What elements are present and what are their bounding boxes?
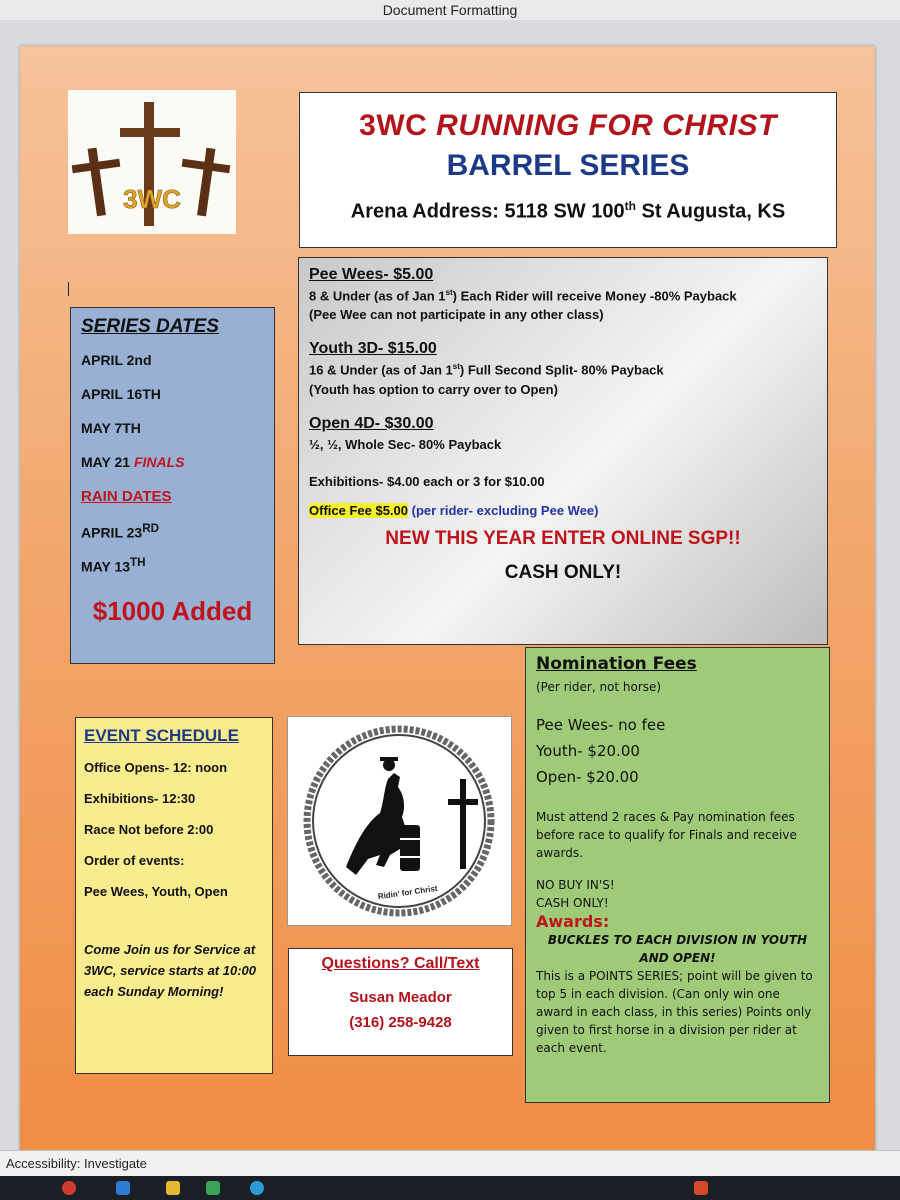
date-item: MAY 7TH: [81, 420, 141, 436]
app-icon[interactable]: [116, 1181, 130, 1195]
peewee-line-2: (Pee Wee can not participate in any other class): [309, 307, 604, 323]
title-banner: [299, 92, 837, 248]
youth-text: ) Full Second Split- 80% Payback: [459, 362, 664, 378]
service-invite: Come Join us for Service at 3WC, service starts at 10:00 each Sunday Morning!: [84, 942, 256, 999]
rain-date-text: APRIL 23: [81, 524, 143, 541]
status-bar: [0, 1150, 900, 1176]
finals-date: [81, 454, 264, 488]
awards-heading: Awards:: [536, 912, 610, 931]
peewee-sup: st: [445, 288, 453, 297]
date-item: APRIL 16TH: [81, 386, 161, 402]
barrel-racer-image: [287, 716, 512, 926]
series-dates-heading: SERIES DATES: [81, 316, 219, 337]
peewee-text: ) Each Rider will receive Money -80% Payback: [452, 288, 737, 304]
nomination-note: Must attend 2 races & Pay nomination fees before race to qualify for Finals and receive awards.: [536, 810, 797, 860]
rain-date-text: MAY 13: [81, 558, 131, 575]
nomination-fee: Pee Wees- no fee: [536, 716, 666, 734]
window-title: Document Formatting: [0, 0, 900, 20]
three-crosses-logo: [68, 90, 236, 234]
accessibility-status[interactable]: Accessibility: Investigate: [6, 1156, 147, 1171]
no-buy-ins: NO BUY IN'S!: [536, 878, 615, 892]
address-sup: th: [624, 199, 636, 213]
schedule-item: Exhibitions- 12:30: [84, 791, 196, 806]
cash-only: CASH ONLY!: [504, 561, 622, 583]
office-fee-note: (per rider- excluding Pee Wee): [408, 502, 599, 518]
youth-line-1: [309, 362, 817, 377]
date-item: APRIL 2nd: [81, 352, 152, 368]
logo-text: 3WC: [123, 184, 181, 214]
schedule-item: Pee Wees, Youth, Open: [84, 884, 228, 899]
rain-date-sup: TH: [130, 556, 146, 569]
racer-caption: Ridin' for Christ: [377, 883, 439, 902]
flyer-page[interactable]: [20, 46, 875, 1156]
peewee-heading: Pee Wees- $5.00: [309, 266, 434, 283]
document-workspace[interactable]: [0, 20, 900, 1150]
open-heading: Open 4D- $30.00: [309, 414, 434, 432]
crosses-icon: [68, 90, 236, 234]
class-prices-box: [298, 257, 828, 645]
nomination-heading: Nomination Fees: [536, 654, 697, 674]
peewee-line-1: [309, 288, 817, 303]
address-suffix: St Augusta, KS: [635, 200, 786, 223]
questions-heading: Questions? Call/Text: [321, 955, 480, 972]
rain-date: [81, 556, 264, 590]
title-line-1: [300, 109, 836, 143]
address-prefix: Arena Address: 5118 SW 100: [350, 200, 625, 223]
series-dates-box: [70, 307, 275, 664]
rain-dates-heading: RAIN DATES: [81, 488, 172, 505]
rain-date-sup: RD: [142, 522, 160, 535]
arena-address: [300, 199, 836, 224]
text-cursor: [68, 282, 69, 296]
buckles-text: BUCKLES TO EACH DIVISION IN YOUTH AND OPEN!: [547, 933, 808, 965]
youth-heading: Youth 3D- $15.00: [309, 340, 437, 358]
nomination-cash-only: CASH ONLY!: [536, 896, 609, 910]
youth-line-2: (Youth has option to carry over to Open): [309, 381, 558, 397]
folder-icon[interactable]: [166, 1181, 180, 1195]
nomination-fee: Youth- $20.00: [536, 742, 640, 760]
contact-phone: (316) 258-9428: [349, 1014, 452, 1031]
added-money: $1000 Added: [92, 596, 253, 626]
peewee-text: 8 & Under (as of Jan 1: [309, 288, 446, 304]
finals-date-text: MAY 21: [81, 454, 134, 470]
barrel-racer-icon: [288, 717, 511, 925]
event-schedule-heading: EVENT SCHEDULE: [84, 726, 239, 745]
questions-box: [288, 948, 513, 1056]
schedule-item: Order of events:: [84, 853, 185, 868]
app-icon[interactable]: [206, 1181, 220, 1195]
new-this-year: NEW THIS YEAR ENTER ONLINE SGP!!: [385, 527, 741, 549]
nomination-fee: Open- $20.00: [536, 768, 639, 786]
finals-label: FINALS: [133, 454, 185, 470]
taskbar: [0, 1176, 900, 1200]
contact-name: Susan Meador: [349, 989, 452, 1006]
schedule-item: Race Not before 2:00: [84, 822, 214, 837]
office-fee: Office Fee $5.00: [309, 502, 408, 518]
title-prefix: 3WC: [359, 109, 437, 142]
title-italic: RUNNING FOR CHRIST: [436, 109, 777, 142]
chrome-icon[interactable]: [62, 1181, 76, 1195]
youth-sup: st: [452, 362, 460, 372]
office-fee-line: [309, 503, 817, 518]
title-line-2: BARREL SERIES: [446, 149, 690, 182]
points-series-text: This is a POINTS SERIES; point will be given to top 5 in each division. (Can only win one award in each class, in this series) Points only given to first horse in a division per rider at each event.: [536, 969, 813, 1055]
nomination-sub: (Per rider, not horse): [536, 680, 662, 694]
event-schedule-box: [75, 717, 273, 1074]
schedule-item: Office Opens- 12: noon: [84, 760, 228, 775]
open-line-1: ½, ½, Whole Sec- 80% Payback: [309, 436, 502, 452]
youth-text: 16 & Under (as of Jan 1: [309, 362, 453, 378]
app-icon[interactable]: [694, 1181, 708, 1195]
exhibitions-line: Exhibitions- $4.00 each or 3 for $10.00: [309, 473, 545, 489]
rain-date: [81, 522, 264, 556]
nomination-fees-box: [525, 647, 830, 1103]
edge-icon[interactable]: [250, 1181, 264, 1195]
nomination-fee-list: [536, 716, 819, 794]
